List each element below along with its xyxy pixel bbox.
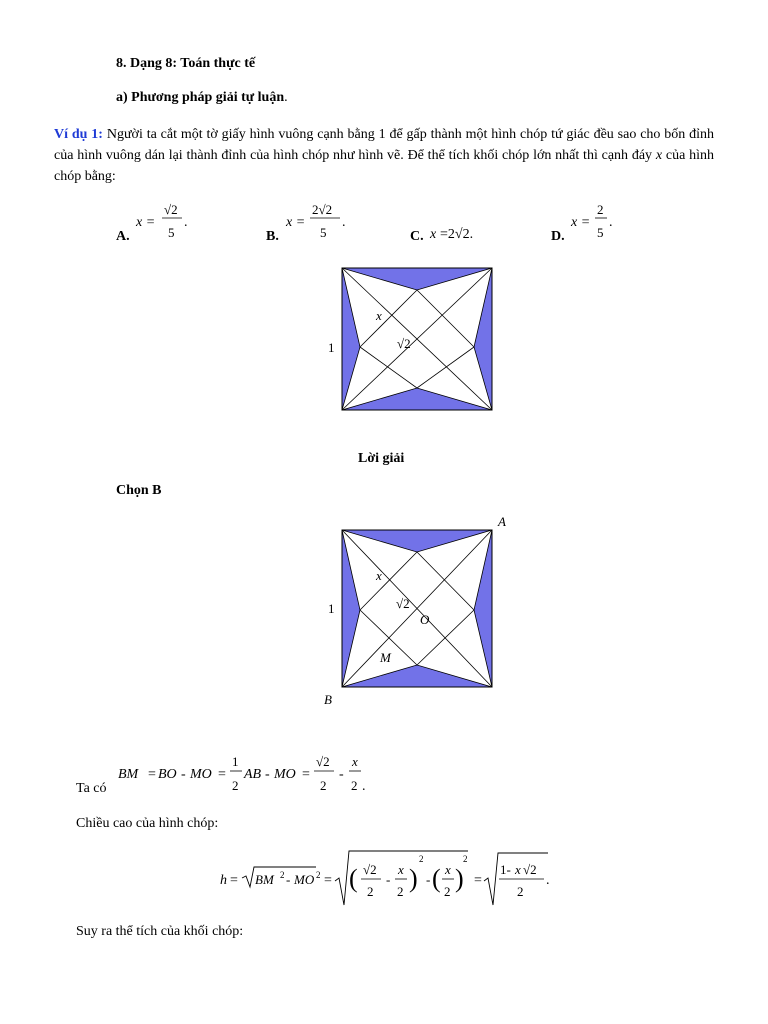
svg-text:2: 2 [397,884,404,899]
subsection-title-text: a) Phương pháp giải tự luận [116,90,285,105]
svg-text:√2: √2 [363,862,377,877]
svg-text:5: 5 [597,225,604,240]
subsection-title [116,90,288,106]
option-a [116,200,206,251]
svg-text:-: - [265,767,270,782]
example-text-1: Người ta cắt một tờ giấy hình vuông cạnh bằng [106,127,375,142]
svg-text:(: ( [432,864,441,893]
example-text-2: để gấp thành một hình chóp tứ giác đều sao cho bốn đỉnh của hình vuông dán lại thành đỉnh của hình chóp như hình vẽ. Để thể tích khối chóp lớn nhất thì cạnh đáy [54,127,715,163]
option-b-formula [266,200,366,246]
example-paragraph [54,124,714,187]
figure-1-label-side: 1 [328,340,335,355]
option-d [551,200,631,251]
svg-text:=2√2.: =2√2. [440,227,474,242]
svg-text:=: = [324,873,332,888]
svg-text:(: ( [349,864,358,893]
subsection-period: . [284,90,288,105]
svg-text:.: . [609,215,613,230]
svg-text:.: . [342,215,346,230]
svg-text:AB: AB [244,767,262,782]
figure-2-label-o: O [420,612,430,627]
option-c-label: C. [410,229,424,244]
svg-text:BO: BO [158,767,177,782]
svg-text:2√2: 2√2 [312,202,333,217]
figure-2-label-side: 1 [328,601,335,616]
svg-text:5: 5 [168,225,175,240]
svg-text:2: 2 [419,854,424,864]
side-value: 1 [378,127,386,142]
figure-2 [320,510,520,710]
svg-text:x: x [430,227,437,242]
svg-text:2: 2 [320,778,327,793]
svg-text:MO: MO [274,767,296,782]
svg-text:x: x [515,862,521,877]
example-label: Ví dụ 1: [54,127,103,142]
svg-text:√2: √2 [316,754,330,769]
equation-bm [118,750,388,800]
svg-text:=: = [474,873,482,888]
svg-text:): ) [409,864,418,893]
option-d-formula [551,200,631,246]
svg-text:5: 5 [320,225,327,240]
svg-text:√2: √2 [164,202,178,217]
option-c [410,200,510,251]
svg-text:2: 2 [367,884,374,899]
answer: Chọn B [116,483,162,498]
svg-text:=: = [302,767,310,782]
figure-2-label-diag: √2 [396,596,410,611]
svg-text:2: 2 [597,202,604,217]
svg-text:-: - [339,767,344,782]
figure-1-label-diag: √2 [397,336,411,351]
svg-text:-: - [181,767,186,782]
ta-co: Ta có [76,781,107,796]
svg-text:1-: 1- [500,862,511,877]
svg-text:2: 2 [463,854,468,864]
svg-text:h: h [220,873,227,888]
svg-text:x: x [445,862,451,877]
svg-text:2: 2 [351,778,358,793]
svg-text:BM: BM [255,872,274,887]
svg-text:x =: x = [136,215,156,230]
svg-text:x: x [398,862,404,877]
option-a-formula [116,200,206,246]
section-title: 8. Dạng 8: Toán thực tế [116,56,256,71]
svg-text:): ) [455,864,464,893]
svg-text:2: 2 [316,870,321,880]
solution-heading: Lời giải [358,451,405,466]
option-b-label: B. [266,229,279,244]
svg-text:-: - [286,872,291,887]
svg-text:.: . [362,779,366,794]
svg-text:=: = [218,767,226,782]
option-d-label: D. [551,229,565,244]
svg-text:√2: √2 [523,862,537,877]
option-b [266,200,366,251]
svg-text:x =: x = [286,215,306,230]
figure-1-label-x: x [376,308,382,323]
figure-1 [320,262,500,422]
option-c-formula [410,200,510,246]
equation-h [218,845,558,907]
svg-text:.: . [184,215,188,230]
example-text-3: của hình chóp bằng: [54,148,714,184]
svg-text:-: - [426,872,431,887]
figure-2-label-x: x [376,568,382,583]
svg-text:2: 2 [280,870,285,880]
svg-text:x =: x = [571,215,591,230]
svg-text:=: = [230,873,238,888]
svg-text:MO: MO [190,767,212,782]
svg-text:2: 2 [517,884,524,899]
svg-text:.: . [546,873,550,888]
svg-text:MO: MO [294,872,315,887]
svg-text:x: x [352,754,358,769]
var-x: x [655,148,663,163]
svg-text:=: = [148,767,156,782]
svg-text:-: - [386,872,391,887]
svg-text:BM: BM [118,767,139,782]
svg-text:1: 1 [232,754,239,769]
chieu-cao: Chiều cao của hình chóp: [76,816,219,831]
figure-2-label-a: A [498,514,506,529]
suy-ra: Suy ra thể tích của khối chóp: [76,924,244,939]
svg-text:2: 2 [444,884,451,899]
figure-2-label-b: B [324,692,332,707]
figure-2-label-m: M [380,650,391,665]
svg-text:2: 2 [232,778,239,793]
option-a-label: A. [116,229,130,244]
